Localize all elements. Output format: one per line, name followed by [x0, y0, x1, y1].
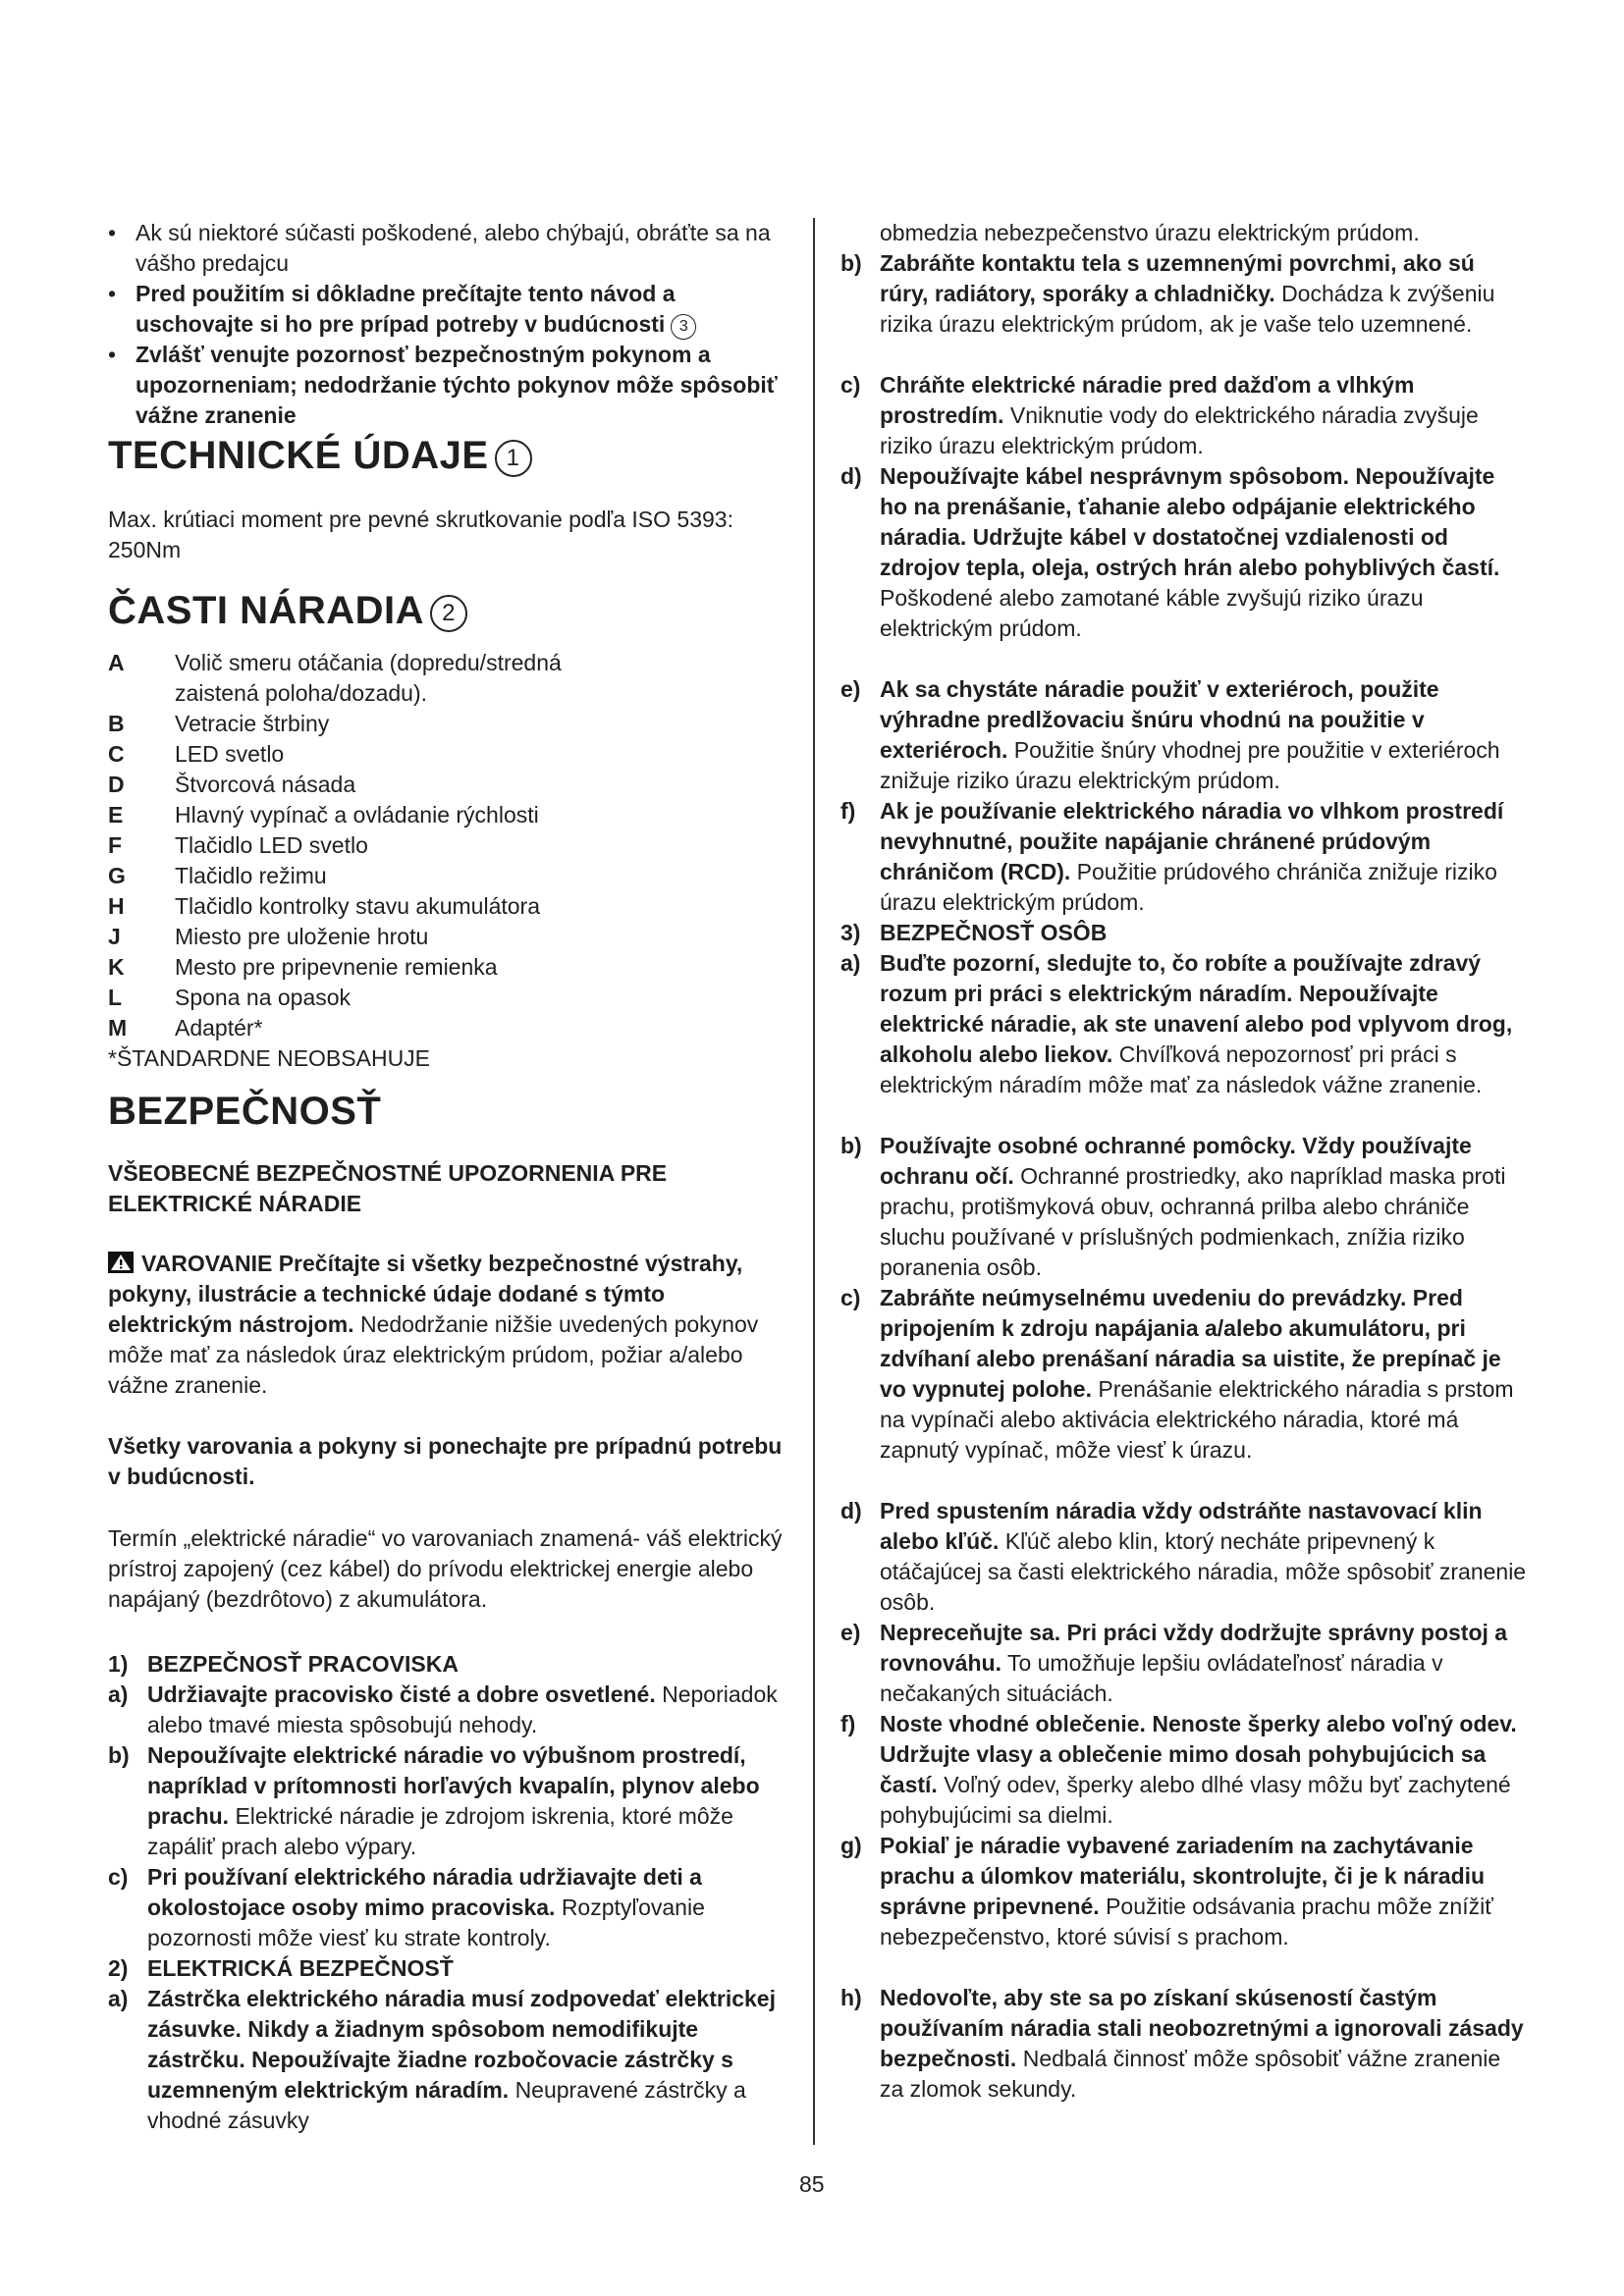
warning-icon: [108, 1252, 134, 1273]
column-divider: [813, 218, 815, 2145]
sec1-item-c: c) Pri používaní elektrického náradia udržiavajte deti a okolostojace osoby mimo pracoviska. Rozptyľovanie pozornosti môže viesť ku strate kontroly.: [108, 1864, 705, 1950]
sec2-item-f: f) Ak je používanie elektrického náradia vo vlhkom prostredí nevyhnutné, použite napájanie chránené prúdovým chráničom (RCD). Použitie prúdového chrániča znižuje riziko úrazu elektrickým prúdom.: [840, 798, 1504, 915]
part-item: H Tlačidlo kontrolky stavu akumulátora: [108, 893, 540, 919]
part-item: E Hlavný vypínač a ovládanie rýchlosti: [108, 802, 539, 828]
term-definition: Termín „elektrické náradie“ vo varovaniach znamená- váš elektrický prístroj zapojený (cez kábel) do prívodu elektrickej energie alebo napájaný (bezdrôtovo) z akumulátora.: [108, 1525, 783, 1612]
sec1-item-a: a) Udržiavajte pracovisko čisté a dobre osvetlené. Neporiadok alebo tmavé miesta spôsobujú nehody.: [108, 1682, 778, 1737]
parts-badge: 2: [430, 595, 467, 632]
tech-text: Max. krútiaci moment pre pevné skrutkovanie podľa ISO 5393: 250Nm: [108, 507, 733, 562]
warning-paragraph: VAROVANIE Prečítajte si všetky bezpečnostné výstrahy, pokyny, ilustrácie a technické údaje dodané s týmto elektrickým nástrojom. Nedodržanie nižšie uvedených pokynov môže mať za následok úraz elektrickým prúdom, požiar a/alebo vážne zranenie.: [108, 1251, 759, 1398]
sec2-item-c: c) Chráňte elektrické náradie pred dažďom a vlhkým prostredím. Vniknutie vody do elektrického náradia zvyšuje riziko úrazu elektrickým prúdom.: [840, 372, 1479, 458]
sec3-item-a: a) Buďte pozorní, sledujte to, čo robíte a používajte zdravý rozum pri práci s elektrickým náradím. Nepoužívajte elektrické náradie, ak ste unavení alebo pod vplyvom drog, alkoholu alebo liekov. Chvíľková nepozornosť pri práci s elektrickým náradím môže mať za následok vážne zranenie.: [840, 950, 1513, 1097]
parts-list: [108, 648, 795, 1074]
parts-note: *ŠTANDARDNE NEOBSAHUJE: [108, 1045, 431, 1071]
sec3-item-e: e) Nepreceňujte sa. Pri práci vždy dodržujte správny postoj a rovnováhu. To umožňuje lepšiu ovládateľnosť náradia v nečakaných situáciách.: [840, 1620, 1508, 1706]
general-safety-heading: VŠEOBECNÉ BEZPEČNOSTNÉ UPOZORNENIA PRE ELEKTRICKÉ NÁRADIE: [108, 1160, 668, 1216]
part-item: C LED svetlo: [108, 741, 285, 767]
continued-text: obmedzia nebezpečenstvo úrazu elektrickým prúdom.: [880, 220, 1420, 245]
part-item: K Mesto pre pripevnenie remienka: [108, 954, 498, 980]
sec3-item-b: b) Používajte osobné ochranné pomôcky. Vždy používajte ochranu očí. Ochranné prostriedky, ako napríklad maska proti prachu, protišmyková obuv, ochranná prilba alebo chrániče sluchu používané v príslušných podmienkach, znížia riziko poranenia osôb.: [840, 1133, 1506, 1280]
safety-heading: BEZPEČNOSŤ: [108, 1090, 382, 1133]
sec2-item-d: d) Nepoužívajte kábel nesprávnym spôsobom. Nepoužívajte ho na prenášanie, ťahanie alebo odpájanie elektrického náradia. Udržujte kábel v dostatočnej vzdialenosti od zdrojov tepla, oleja, ostrých hrán alebo pohyblivých častí. Poškodené alebo zamotané káble zvyšujú riziko úrazu elektrickým prúdom.: [840, 463, 1500, 641]
intro-bullet-3: • Zvlášť venujte pozornosť bezpečnostným pokynom a upozorneniam; nedodržanie týchto pokynov môže spôsobiť vážne zranenie: [108, 342, 778, 428]
section-2-heading: 2) ELEKTRICKÁ BEZPEČNOSŤ: [108, 1955, 454, 1981]
part-item: J Miesto pre uloženie hrotu: [108, 924, 429, 949]
part-item: A Volič smeru otáčania (dopredu/stredná zaistená poloha/dozadu).: [108, 650, 562, 706]
part-item: M Adaptér*: [108, 1015, 263, 1041]
part-item: L Spona na opasok: [108, 985, 352, 1010]
sec3-item-g: g) Pokiaľ je náradie vybavené zariadením na zachytávanie prachu a úlomkov materiálu, skontrolujte, či je k náradiu správne pripevnené. Použitie odsávania prachu môže znížiť nebezpečenstvo, ktoré súvisí s prachom.: [840, 1833, 1493, 1949]
part-item: B Vetracie štrbiny: [108, 711, 330, 736]
intro-bullet-2: • Pred použitím si dôkladne prečítajte tento návod a uschovajte si ho pre prípad potreby v budúcnosti 3: [108, 279, 795, 340]
section-3-heading: 3) BEZPEČNOSŤ OSÔB: [840, 920, 1108, 945]
sec2-item-e: e) Ak sa chystáte náradie použiť v exteriéroch, použite výhradne predlžovaciu šnúru vhodnú na použitie v exteriéroch. Použitie šnúry vhodnej pre použitie v exteriéroch znižuje riziko úrazu elektrickým prúdom.: [840, 676, 1500, 793]
sec2-item-a: a) Zástrčka elektrického náradia musí zodpovedať elektrickej zásuvke. Nikdy a žiadnym spôsobom nemodifikujte zástrčku. Nepoužívajte žiadne rozbočovacie zástrčky s uzemneným elektrickým náradím. Neupravené zástrčky a vhodné zásuvky: [108, 1986, 776, 2133]
tech-heading: TECHNICKÉ ÚDAJE 1: [108, 434, 532, 478]
part-item: D Štvorcová násada: [108, 772, 356, 797]
intro-bullet-1: • Ak sú niektoré súčasti poškodené, alebo chýbajú, obráťte sa na vášho predajcu: [108, 220, 771, 276]
section-1-heading: 1) BEZPEČNOSŤ PRACOVISKA: [108, 1651, 459, 1677]
keep-instructions: Všetky varovania a pokyny si ponechajte pre prípadnú potrebu v budúcnosti.: [108, 1433, 783, 1489]
sec1-item-b: b) Nepoužívajte elektrické náradie vo výbušnom prostredí, napríklad v prítomnosti horľavých kvapalín, plynov alebo prachu. Elektrické náradie je zdrojom iskrenia, ktoré môže zapáliť prach alebo výpary.: [108, 1742, 760, 1859]
parts-heading: ČASTI NÁRADIA 2: [108, 589, 467, 633]
tech-badge: 1: [495, 440, 532, 477]
page-number: 85: [799, 2171, 825, 2197]
sec3-item-d: d) Pred spustením náradia vždy odstráňte nastavovací klin alebo kľúč. Kľúč alebo klin, ktorý necháte pripevnený k otáčajúcej sa časti elektrického náradia, môže spôsobiť zranenie osôb.: [840, 1498, 1527, 1615]
reference-badge: 3: [671, 314, 696, 340]
part-item: G Tlačidlo režimu: [108, 863, 327, 888]
sec2-item-b: b) Zabráňte kontaktu tela s uzemnenými povrchmi, ako sú rúry, radiátory, sporáky a chladničky. Dochádza k zvýšeniu rizika úrazu elektrickým prúdom, ak je vaše telo uzemnené.: [840, 250, 1495, 337]
sec3-item-h: h) Nedovoľte, aby ste sa po získaní skúseností častým používaním náradia stali neobozretnými a ignorovali zásady bezpečnosti. Nedbalá činnosť môže spôsobiť vážne zranenie za zlomok sekundy.: [840, 1985, 1524, 2102]
sec3-item-c: c) Zabráňte neúmyselnému uvedeniu do prevádzky. Pred pripojením k zdroju napájania a/alebo akumulátoru, pri zdvíhaní alebo prenášaní náradia sa uistite, že prepínač je vo vypnutej polohe. Prenášanie elektrického náradia s prstom na vypínači alebo aktivácia elektrického náradia, ktoré má zapnutý vypínač, môže viesť k úrazu.: [840, 1285, 1514, 1463]
part-item: F Tlačidlo LED svetlo: [108, 832, 368, 858]
sec3-item-f: f) Noste vhodné oblečenie. Nenoste šperky alebo voľný odev. Udržujte vlasy a oblečenie mimo dosah pohybujúcich sa častí. Voľný odev, šperky alebo dlhé vlasy môžu byť zachytené pohybujúcimi sa dielmi.: [840, 1711, 1517, 1828]
